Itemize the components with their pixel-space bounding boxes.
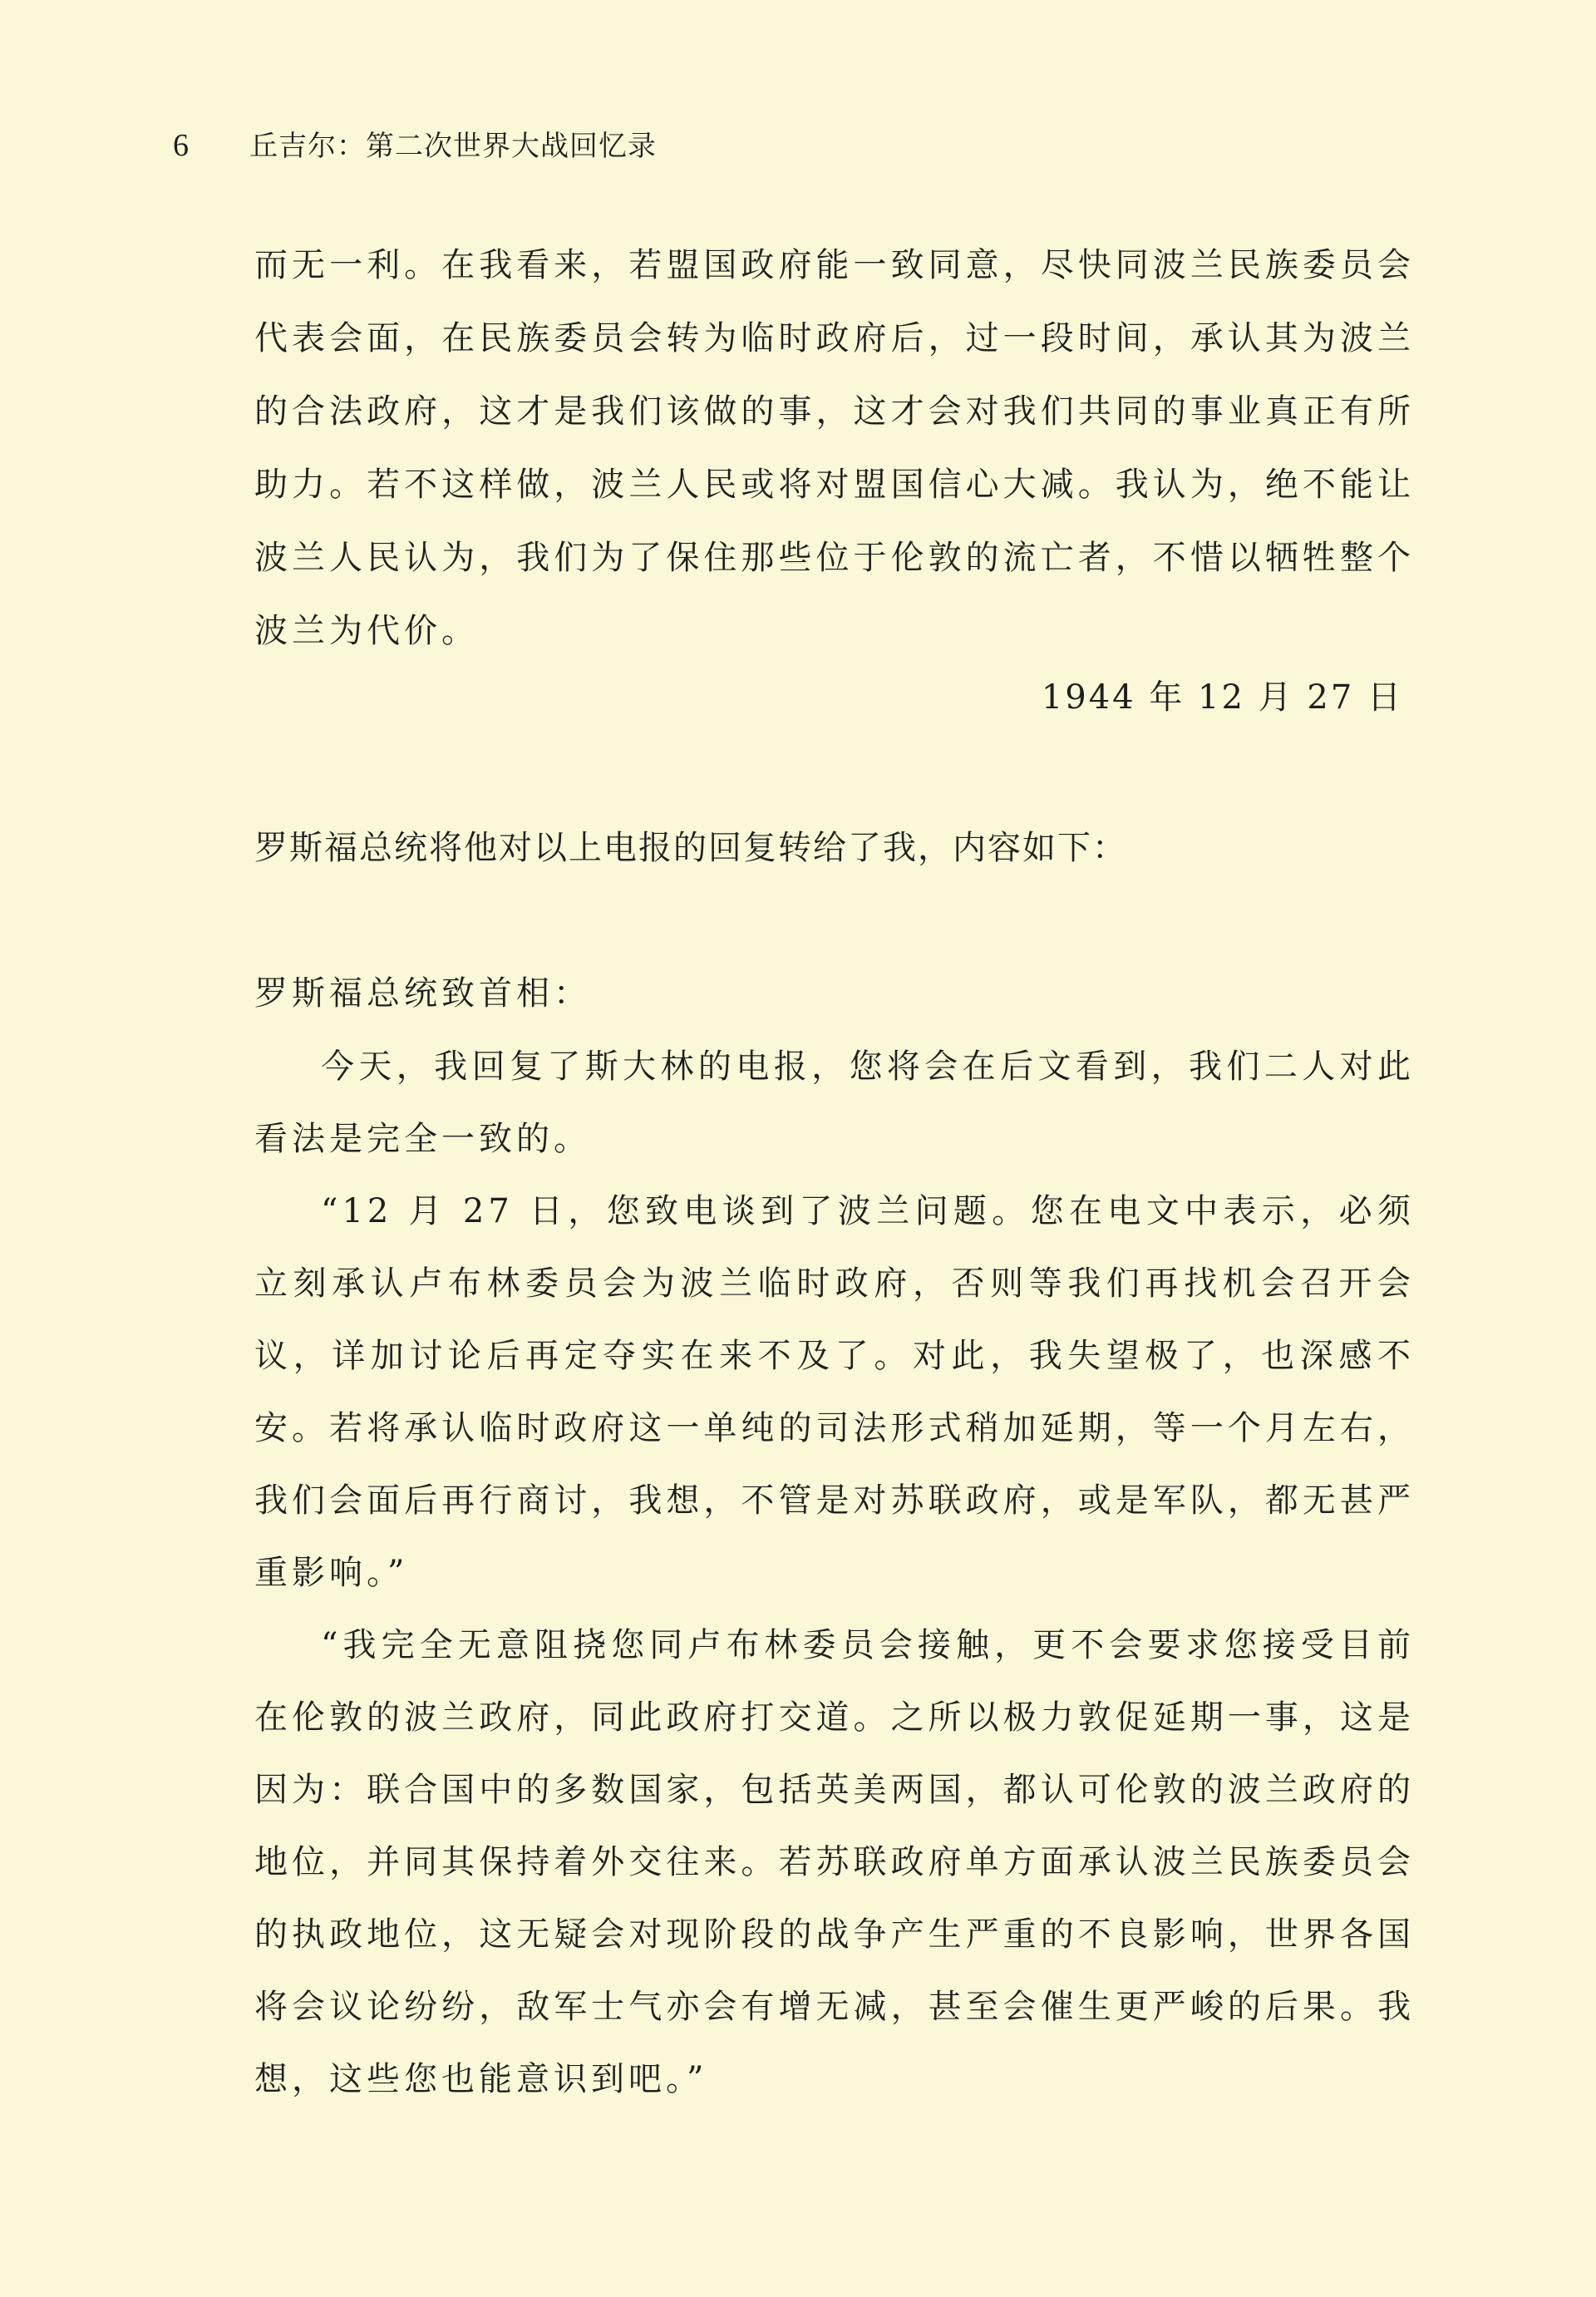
- reply-paragraph-1: 今天，我回复了斯大林的电报，您将会在后文看到，我们二人对此看法是完全一致的。: [254, 1047, 1415, 1158]
- reply-body: [254, 1031, 1415, 2116]
- reply-salutation: 罗斯福总统致首相：: [254, 974, 591, 1013]
- reply-paragraph-3: “我完全无意阻挠您同卢布林委员会接触，更不会要求您接受目前在伦敦的波兰政府，同此政府打交道。之所以极力敦促延期一事，这是因为：联合国中的多数国家，包括英美两国，都认可伦敦的波兰政府的地位，并同其保持着外交往来。若苏联政府单方面承认波兰民族委员会的执政地位，这无疑会对现阶段的战争产生严重的不良影响，世界各国将会议论纷纷，敌军士气亦会有增无减，甚至会催生更严峻的后果。我想，这些您也能意识到吧。”: [254, 1626, 1415, 2098]
- letter-paragraph: 而无一利。在我看来，若盟国政府能一致同意，尽快同波兰民族委员会代表会面，在民族委员会转为临时政府后，过一段时间，承认其为波兰的合法政府，这才是我们该做的事，这才会对我们共同的事业真正有所助力。若不这样做，波兰人民或将对盟国信心大减。我认为，绝不能让波兰人民认为，我们为了保住那些位于伦敦的流亡者，不惜以牺牲整个波兰为代价。: [254, 246, 1415, 650]
- book-title: 丘吉尔：第二次世界大战回忆录: [249, 130, 657, 163]
- running-header: [173, 125, 657, 167]
- letter-date: 1944 年 12 月 27 日: [1041, 678, 1403, 717]
- transition-sentence: 罗斯福总统将他对以上电报的回复转给了我，内容如下：: [254, 829, 1127, 867]
- reply-paragraph-2: “12 月 27 日，您致电谈到了波兰问题。您在电文中表示，必须立刻承认卢布林委员会为波兰临时政府，否则等我们再找机会召开会议，详加讨论后再定夺实在来不及了。对此，我失望极了，也深感不安。若将承认临时政府这一单纯的司法形式稍加延期，等一个月左右，我们会面后再行商讨，我想，不管是对苏联政府，或是军队，都无甚严重影响。”: [254, 1192, 1415, 1592]
- page-number: 6: [173, 128, 189, 163]
- letter-continuation: [254, 229, 1415, 668]
